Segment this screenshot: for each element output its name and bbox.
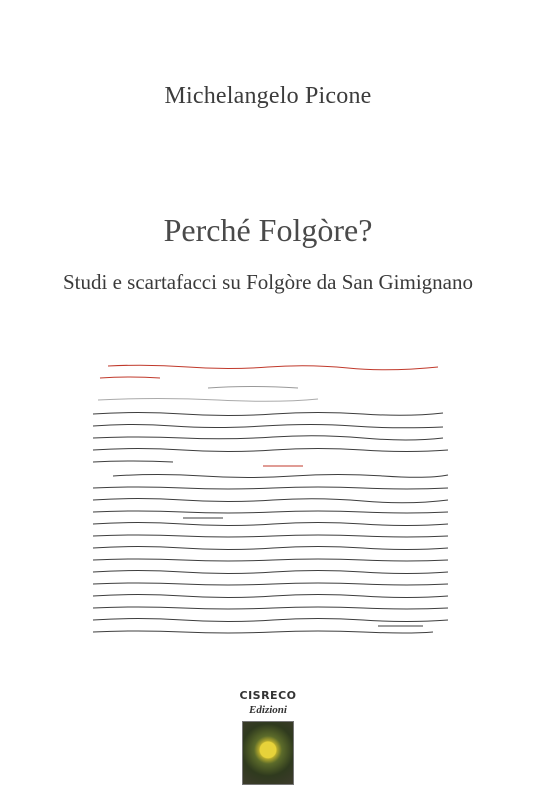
publisher-name: CISRECO <box>239 689 297 702</box>
publisher-logo-photo <box>242 721 294 785</box>
publisher-block <box>0 689 536 785</box>
manuscript-image <box>88 358 458 658</box>
author-name: Michelangelo Picone <box>164 83 372 109</box>
publisher-imprint: Edizioni <box>249 704 287 716</box>
book-subtitle: Studi e scartafacci su Folgòre da San Gimignano <box>63 270 473 294</box>
handwritten-page-illustration <box>88 358 458 658</box>
book-title: Perché Folgòre? <box>163 212 373 248</box>
